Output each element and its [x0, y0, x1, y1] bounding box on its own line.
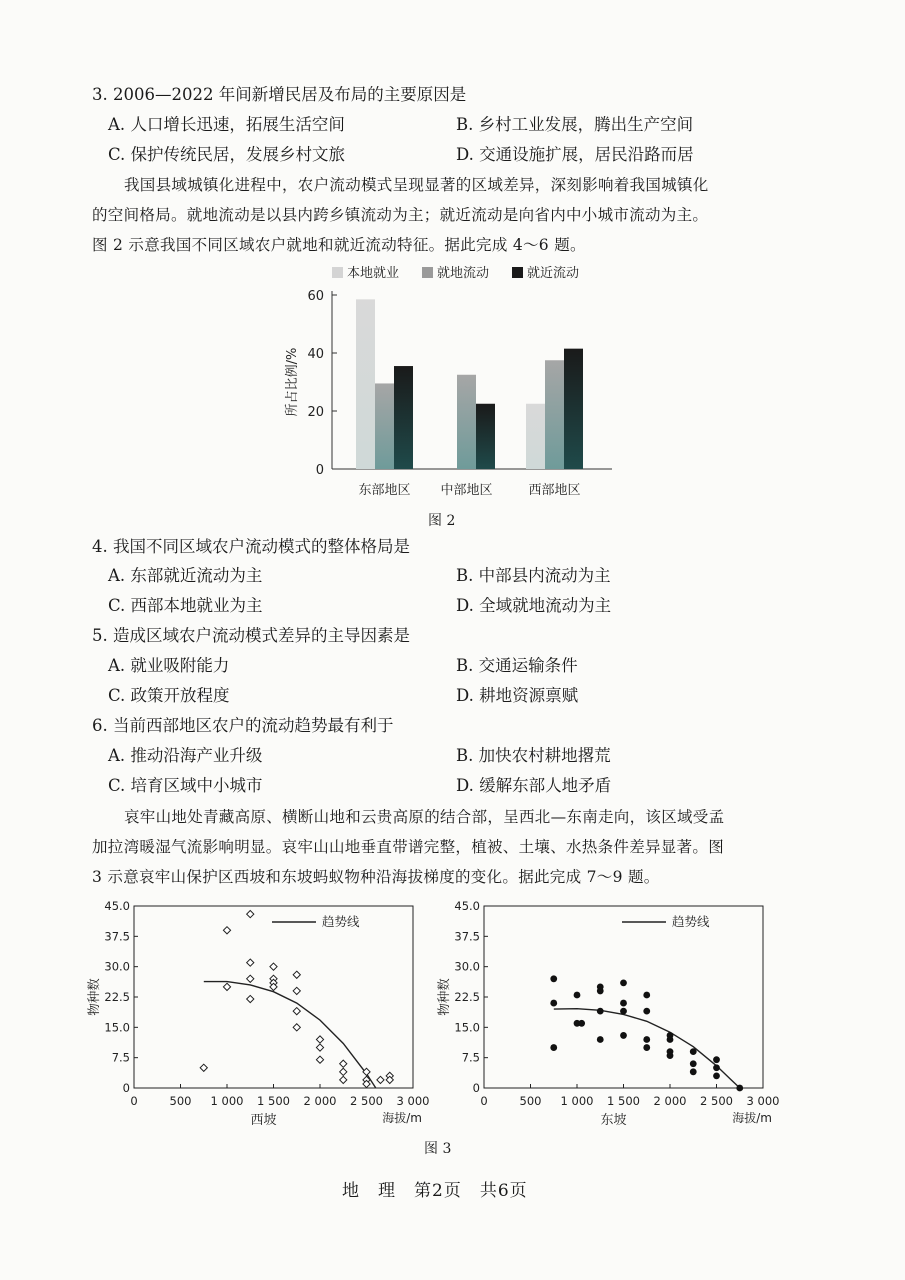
y-axis-title: 物种数: [86, 978, 101, 1016]
y-tick-label: 45.0: [454, 899, 480, 913]
data-point: [713, 1072, 720, 1079]
passage1-line-2: 的空间格局。就地流动是以县内跨乡镇流动为主；就近流动是向省内中小城市流动为主。: [92, 206, 709, 224]
legend-swatch-3: [512, 267, 523, 278]
q4-option-a: A. 东部就近流动为主: [108, 566, 263, 585]
data-point: [643, 1036, 650, 1043]
q6-option-b: B. 加快农村耕地撂荒: [456, 746, 611, 765]
data-point: [293, 987, 300, 994]
data-point: [247, 975, 254, 982]
x-tick-label: 2 500: [350, 1094, 383, 1108]
q5-option-c: C. 政策开放程度: [108, 686, 230, 705]
passage1-line-1: 我国县域城镇化进程中，农户流动模式呈现显著的区域差异，深刻影响着我国城镇化: [124, 176, 709, 194]
data-point: [340, 1068, 347, 1075]
data-point: [223, 983, 230, 990]
data-point: [550, 1044, 557, 1051]
category-label: 东部地区: [358, 483, 411, 498]
plot-frame: [134, 906, 413, 1088]
data-point: [597, 1036, 604, 1043]
data-point: [550, 1000, 557, 1007]
figure3-west-chart: [82, 895, 442, 1135]
bar-1-2: [375, 383, 394, 469]
data-point: [620, 1000, 627, 1007]
q6-option-d: D. 缓解东部人地矛盾: [456, 776, 612, 795]
q3-option-a: A. 人口增长迅速，拓展生活空间: [108, 115, 345, 134]
y-tick-label: 37.5: [104, 929, 130, 944]
data-point: [247, 959, 254, 966]
figure2-chart: [270, 258, 630, 508]
legend-label-2: 就地流动: [437, 266, 490, 281]
plot-frame: [484, 906, 763, 1088]
legend-label-1: 本地就业: [347, 266, 400, 281]
y-tick-label: 15.0: [454, 1020, 480, 1035]
data-point: [620, 1008, 627, 1015]
trend-line: [204, 982, 376, 1088]
bar-3-1: [526, 404, 545, 469]
data-point: [223, 927, 230, 934]
q5-stem: 5. 造成区域农户流动模式差异的主导因素是: [92, 626, 410, 645]
subplot-label: 东坡: [600, 1113, 627, 1128]
passage2-line-1: 哀牢山地处青藏高原、横断山地和云贵高原的结合部，呈西北—东南走向，该区域受孟: [124, 808, 725, 826]
data-point: [316, 1036, 323, 1043]
x-tick-label: 2 000: [653, 1094, 687, 1108]
figure3-east-chart: [432, 895, 792, 1135]
data-point: [643, 1044, 650, 1051]
y-tick-label: 40: [307, 347, 324, 362]
data-point: [578, 1020, 585, 1027]
passage2-line-2: 加拉湾暖湿气流影响明显。哀牢山山地垂直带谱完整，植被、土壤、水热条件差异显著。图: [92, 838, 725, 856]
data-point: [690, 1048, 697, 1055]
data-point: [643, 992, 650, 999]
x-tick-label: 2 000: [303, 1094, 337, 1108]
q5-option-a: A. 就业吸附能力: [108, 656, 230, 675]
x-tick-label: 1 500: [607, 1094, 640, 1108]
bar-2-2: [457, 375, 476, 469]
x-tick-label: 1 000: [210, 1094, 244, 1108]
legend-label: 趋势线: [322, 914, 360, 929]
q5-option-d: D. 耕地资源禀赋: [456, 686, 579, 705]
data-point: [667, 1052, 674, 1059]
y-tick-label: 37.5: [454, 929, 480, 944]
data-point: [293, 1024, 300, 1031]
data-point: [340, 1060, 347, 1067]
y-tick-label: 22.5: [454, 990, 480, 1004]
figure2-caption: 图 2: [428, 513, 456, 529]
data-point: [363, 1068, 370, 1075]
q4-option-d: D. 全域就地流动为主: [456, 596, 612, 615]
data-point: [713, 1056, 720, 1063]
data-point: [667, 1036, 674, 1043]
legend-label-3: 就近流动: [527, 266, 580, 281]
q6-option-a: A. 推动沿海产业升级: [108, 746, 263, 765]
q3-option-d: D. 交通设施扩展，居民沿路而居: [456, 145, 694, 164]
x-tick-label: 0: [480, 1094, 488, 1108]
legend-label: 趋势线: [672, 914, 710, 929]
x-tick-label: 2 500: [700, 1094, 733, 1108]
q4-option-c: C. 西部本地就业为主: [108, 596, 263, 615]
data-point: [736, 1085, 743, 1092]
x-tick-label: 3 000: [746, 1094, 780, 1108]
data-point: [597, 1008, 604, 1015]
data-point: [316, 1044, 323, 1051]
q6-option-c: C. 培育区域中小城市: [108, 776, 263, 795]
data-point: [293, 1008, 300, 1015]
x-tick-label: 1 500: [257, 1094, 290, 1108]
data-point: [574, 992, 581, 999]
x-tick-label: 1 000: [560, 1094, 594, 1108]
x-tick-label: 500: [519, 1094, 542, 1108]
data-point: [620, 979, 627, 986]
x-tick-label: 3 000: [396, 1094, 430, 1108]
y-tick-label: 0: [122, 1081, 130, 1095]
x-axis-title: 海拔/m: [732, 1111, 772, 1125]
y-tick-label: 0: [315, 463, 324, 478]
passage1-line-3: 图 2 示意我国不同区域农户就地和就近流动特征。据此完成 4～6 题。: [92, 236, 586, 254]
data-point: [247, 910, 254, 917]
data-point: [550, 975, 557, 982]
bar-3-3: [564, 349, 583, 469]
y-axis-title: 物种数: [436, 978, 451, 1016]
y-tick-label: 30.0: [454, 959, 480, 974]
bar-2-3: [476, 404, 495, 469]
bar-3-2: [545, 360, 564, 469]
x-tick-label: 0: [130, 1094, 138, 1108]
data-point: [690, 1068, 697, 1075]
data-point: [200, 1064, 207, 1071]
data-point: [247, 995, 254, 1002]
q3-option-c: C. 保护传统民居，发展乡村文旅: [108, 145, 346, 164]
q4-stem: 4. 我国不同区域农户流动模式的整体格局是: [92, 537, 410, 556]
x-axis-title: 海拔/m: [382, 1111, 422, 1125]
data-point: [620, 1032, 627, 1039]
y-tick-label: 15.0: [104, 1020, 130, 1035]
data-point: [340, 1076, 347, 1083]
data-point: [316, 1056, 323, 1063]
q5-option-b: B. 交通运输条件: [456, 656, 578, 675]
data-point: [643, 1008, 650, 1015]
q4-option-b: B. 中部县内流动为主: [456, 566, 611, 585]
subplot-label: 西坡: [250, 1113, 277, 1128]
data-point: [597, 988, 604, 995]
y-tick-label: 7.5: [461, 1050, 480, 1065]
page-footer: 地 理 第2页 共6页: [342, 1181, 528, 1201]
bar-1-1: [356, 299, 375, 469]
y-tick-label: 22.5: [104, 990, 130, 1004]
x-tick-label: 500: [169, 1094, 192, 1108]
legend-swatch-1: [332, 267, 343, 278]
category-label: 西部地区: [528, 483, 581, 498]
figure3-caption: 图 3: [424, 1141, 452, 1157]
legend-swatch-2: [422, 267, 433, 278]
y-tick-label: 20: [307, 405, 324, 420]
bar-1-3: [394, 366, 413, 469]
data-point: [377, 1076, 384, 1083]
y-tick-label: 7.5: [111, 1050, 130, 1065]
q6-stem: 6. 当前西部地区农户的流动趋势最有利于: [92, 716, 394, 735]
data-point: [293, 971, 300, 978]
data-point: [690, 1060, 697, 1067]
y-tick-label: 60: [307, 289, 324, 304]
data-point: [713, 1064, 720, 1071]
passage2-line-3: 3 示意哀牢山保护区西坡和东坡蚂蚁物种沿海拔梯度的变化。据此完成 7～9 题。: [92, 868, 660, 886]
category-label: 中部地区: [440, 483, 493, 498]
y-tick-label: 0: [472, 1081, 480, 1095]
y-tick-label: 30.0: [104, 959, 130, 974]
data-point: [270, 963, 277, 970]
y-tick-label: 45.0: [104, 899, 130, 913]
q3-option-b: B. 乡村工业发展，腾出生产空间: [456, 115, 694, 134]
q3-stem: 3. 2006—2022 年间新增民居及布局的主要原因是: [92, 85, 467, 104]
y-axis-title: 所占比例/%: [285, 347, 300, 417]
